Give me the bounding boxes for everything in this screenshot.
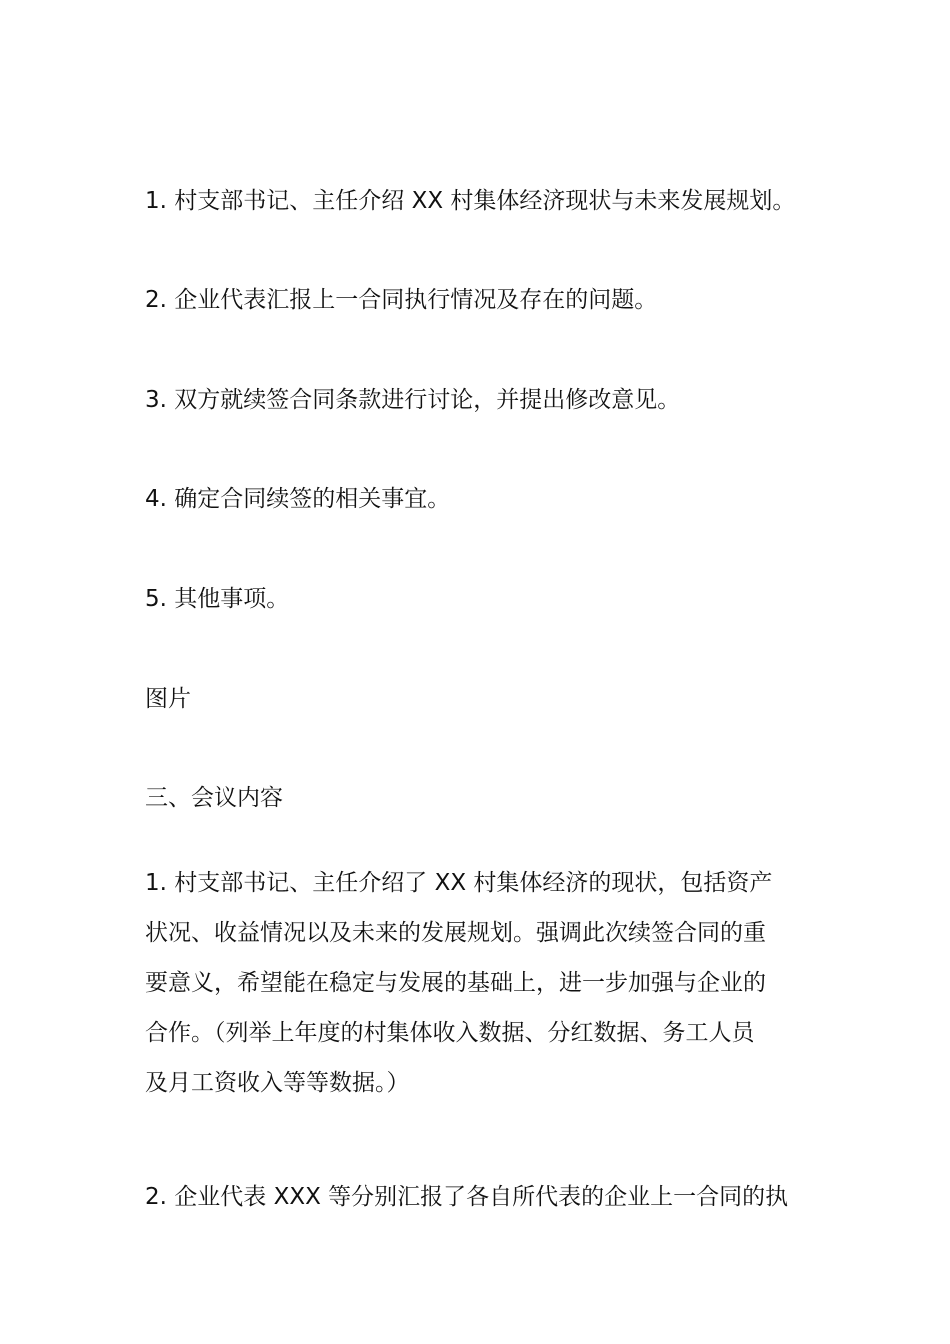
paragraph-line: 1. 村支部书记、主任介绍了 XX 村集体经济的现状，包括资产 — [145, 870, 773, 896]
agenda-item-1: 1. 村支部书记、主任介绍 XX 村集体经济现状与未来发展规划。 — [145, 188, 796, 214]
paragraph-line: 合作。（列举上年度的村集体收入数据、分红数据、务工人员 — [145, 1020, 755, 1046]
image-placeholder-text: 图片 — [145, 686, 191, 712]
content-paragraph-1 — [145, 858, 810, 1108]
paragraph-line: 要意义，希望能在稳定与发展的基础上，进一步加强与企业的 — [145, 970, 766, 996]
section-heading: 三、会议内容 — [145, 785, 283, 811]
content-paragraph-2-line-1: 2. 企业代表 XXX 等分别汇报了各自所代表的企业上一合同的执 — [145, 1184, 789, 1210]
agenda-item-5: 5. 其他事项。 — [145, 586, 290, 612]
paragraph-line: 及月工资收入等等数据。） — [145, 1070, 410, 1096]
agenda-item-3: 3. 双方就续签合同条款进行讨论，并提出修改意见。 — [145, 387, 681, 413]
agenda-item-4: 4. 确定合同续签的相关事宜。 — [145, 486, 451, 512]
paragraph-line: 状况、收益情况以及未来的发展规划。强调此次续签合同的重 — [145, 920, 766, 946]
agenda-item-2: 2. 企业代表汇报上一合同执行情况及存在的问题。 — [145, 287, 658, 313]
